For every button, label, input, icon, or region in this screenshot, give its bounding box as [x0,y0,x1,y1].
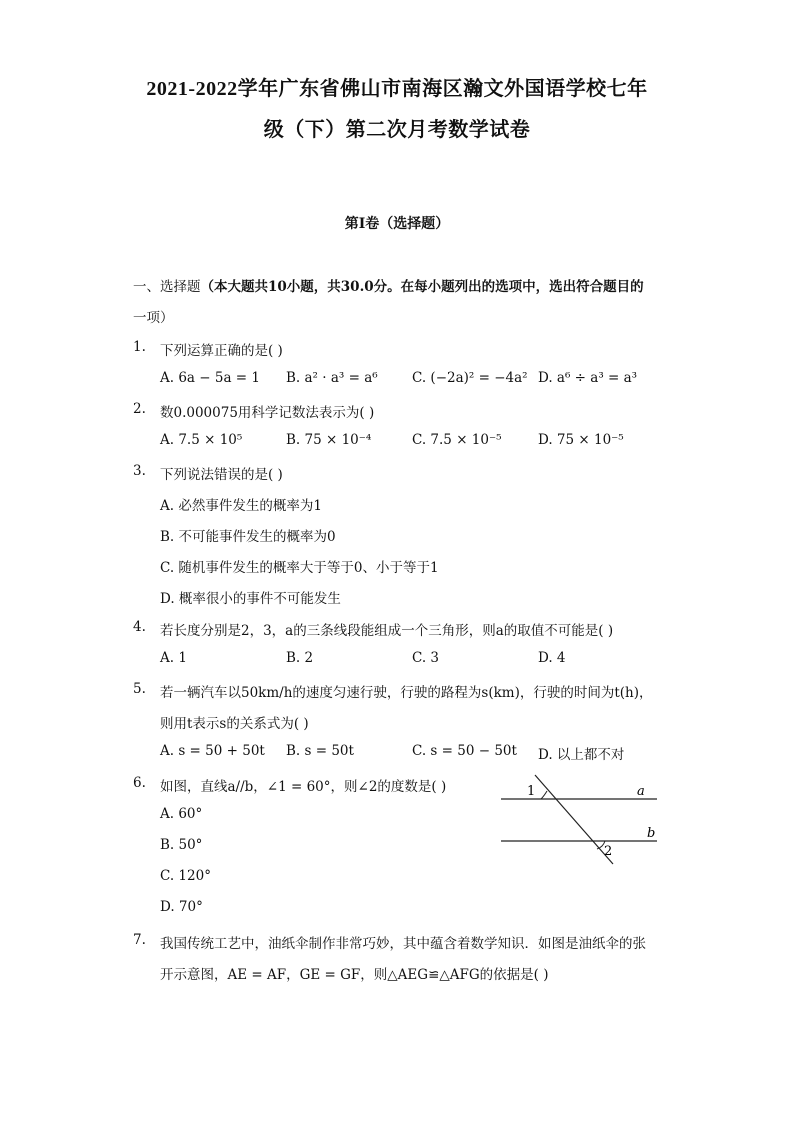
exam-title-line1: 2021-2022学年广东省佛山市南海区瀚文外国语学校七年 [146,78,648,100]
question-stem: 若长度分别是2，3，a的三条线段能组成一个三角形，则a的取值不可能是( ) [160,623,614,639]
section-heading [133,275,644,295]
angle-1-label: 1 [527,784,536,799]
angle-1-arc [541,791,547,799]
option-b: B. 不可能事件发生的概率为0 [160,529,336,545]
option-a: A. 1 [160,650,187,666]
option-d: D. 75 × 10⁻⁵ [538,432,624,448]
question-stem-cont: 开示意图，AE = AF，GE = GF，则△AEG≌△AFG的依据是( ) [160,967,549,983]
section-description: （本大题共10小题，共30.0分。在每小题列出的选项中，选出符合题目的 [200,279,644,295]
option-b: B. 50° [160,837,203,853]
parallel-lines-figure [495,770,665,870]
question-stem: 若一辆汽车以50km/h的速度匀速行驶，行驶的路程为s(km)，行驶的时间为t(h)， [160,685,653,701]
question-number: 3. [133,463,146,479]
option-b: B. s = 50t [286,743,354,759]
option-b: B. 75 × 10⁻⁴ [286,432,372,448]
question-stem-cont: 则用t表示s的关系式为( ) [160,716,309,732]
question-number: 2. [133,401,146,417]
option-c: C. 7.5 × 10⁻⁵ [412,432,502,448]
option-b: B. 2 [286,650,314,666]
section-heading-cont: 一项） [133,310,174,326]
option-a: A. s = 50 + 50t [160,743,265,759]
option-a: A. 7.5 × 10⁵ [160,432,243,448]
question-stem: 下列说法错误的是( ) [160,467,283,483]
question-number: 5. [133,681,146,697]
option-d: D. a⁶ ÷ a³ = a³ [538,370,638,386]
option-c: C. (−2a)² = −4a² [412,370,528,386]
question-stem: 下列运算正确的是( ) [160,343,283,359]
option-c: C. 3 [412,650,440,666]
option-a: A. 6a − 5a = 1 [160,370,260,386]
question-stem: 我国传统工艺中，油纸伞制作非常巧妙，其中蕴含着数学知识．如图是油纸伞的张 [160,936,646,952]
line-b-label: b [647,826,656,841]
transversal-line [535,775,613,864]
option-d: D. 70° [160,899,203,915]
option-c: C. 随机事件发生的概率大于等于0、小于等于1 [160,560,439,576]
angle-2-label: 2 [604,844,613,859]
option-c: C. 120° [160,868,211,884]
question-number: 7. [133,932,146,948]
option-d: D. 以上都不对 [538,747,625,763]
question-number: 1. [133,339,146,355]
option-d: D. 4 [538,650,566,666]
question-stem: 如图，直线a//b，∠1 = 60°，则∠2的度数是( ) [160,779,447,795]
question-stem: 数0.000075用科学记数法表示为( ) [160,405,375,421]
section-prefix: 一、选择题 [133,279,201,295]
option-a: A. 60° [160,806,203,822]
line-a-label: a [637,784,645,799]
question-number: 6. [133,775,146,791]
option-d: D. 概率很小的事件不可能发生 [160,591,341,607]
option-c: C. s = 50 − 50t [412,743,517,759]
option-a: A. 必然事件发生的概率为1 [160,498,322,514]
option-b: B. a² · a³ = a⁶ [286,370,378,386]
question-number: 4. [133,619,146,635]
volume-heading: 第I卷（选择题） [344,216,450,232]
exam-title-line2: 级（下）第二次月考数学试卷 [263,119,531,141]
